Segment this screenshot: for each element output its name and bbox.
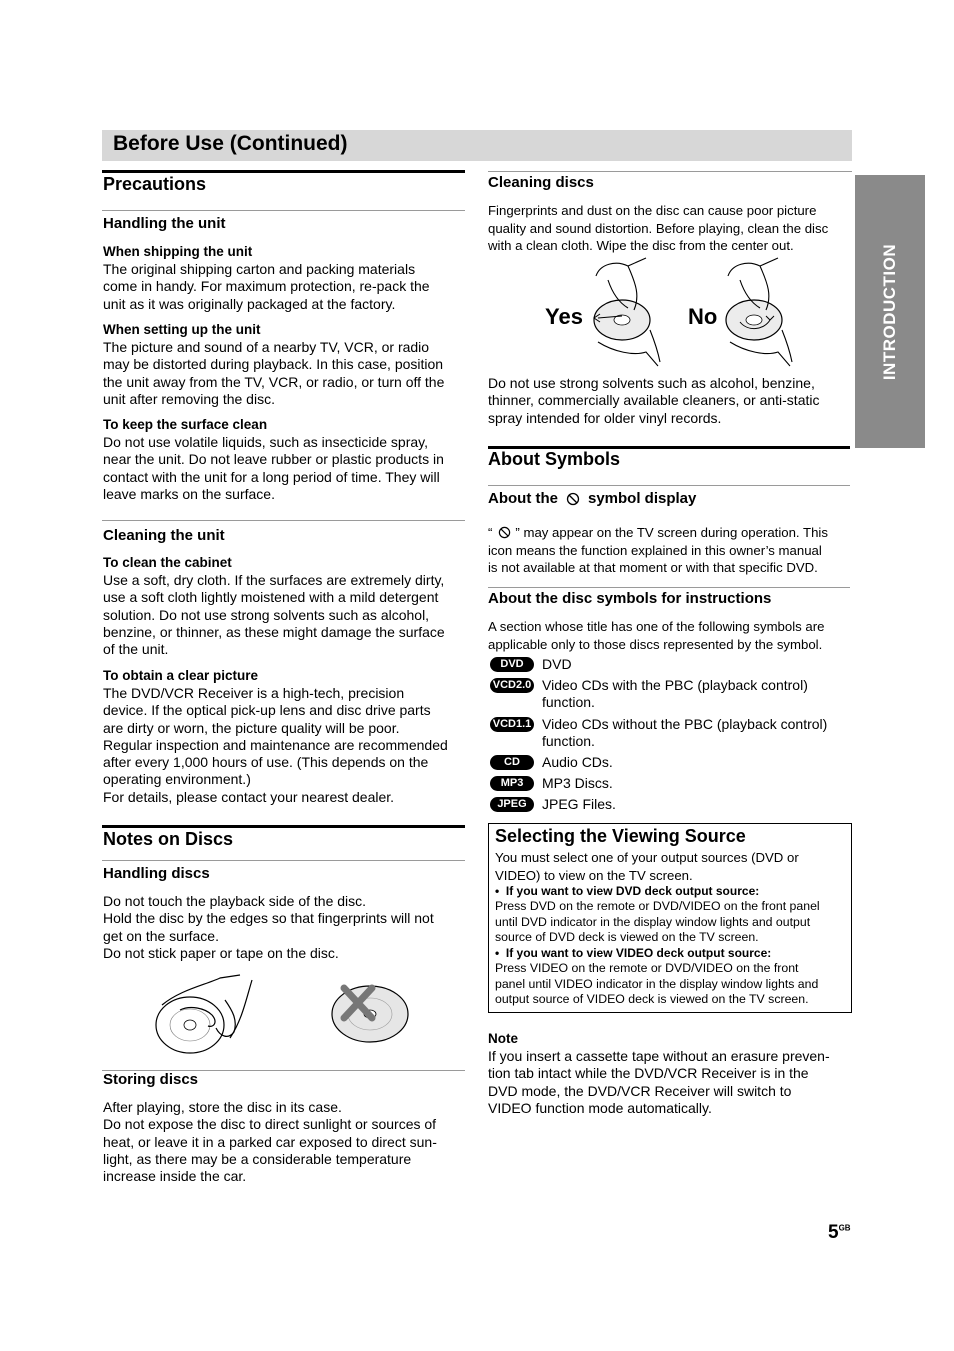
yes-label: Yes xyxy=(545,304,583,329)
prohibited-icon xyxy=(498,526,511,539)
symbol-row-mp3: MP3 MP3 Discs. xyxy=(488,775,848,795)
yes-cleaning-illustration xyxy=(588,256,668,368)
page-title: Before Use (Continued) xyxy=(113,132,348,155)
symbol-row-dvd: DVD DVD xyxy=(488,656,848,676)
cleaning-unit-heading: Cleaning the unit xyxy=(103,527,225,544)
vcd11-badge: VCD1.1 xyxy=(490,717,534,732)
subsection-rule xyxy=(102,860,465,861)
subsection-rule xyxy=(488,171,852,172)
title-bar xyxy=(102,130,852,161)
picture-heading: To obtain a clear picture xyxy=(103,668,259,683)
surface-heading: To keep the surface clean xyxy=(103,417,268,432)
bullet-dvd-heading: • If you want to view DVD deck output source: xyxy=(495,884,760,898)
storing-discs-text: After playing, store the disc in its case. Do not expose the disc to direct sunlight or sources of heat, or leave it in a parked car exposed to direct sun- light, as there may be a considerable temperature increase inside the car. xyxy=(103,1099,437,1185)
disc-handling-illustration xyxy=(150,970,430,1060)
viewing-source-box xyxy=(488,823,852,1013)
symbol-display-text: “ ” may appear on the TV screen during operation. This icon means the function explained in this owner’s manual is not available at that moment or with that specific DVD. xyxy=(488,525,828,575)
no-cleaning-illustration xyxy=(720,256,800,368)
surface-text: Do not use volatile liquids, such as insecticide spray, near the unit. Do not leave rubber or plastic products in contact with the unit for a long period of time. They will leave marks on the surface. xyxy=(103,434,444,502)
section-rule xyxy=(102,170,465,173)
cd-badge: CD xyxy=(490,755,534,770)
bullet-video-heading: • If you want to view VIDEO deck output source: xyxy=(495,946,772,960)
cleaning-discs-heading: Cleaning discs xyxy=(488,174,594,191)
note-text: If you insert a cassette tape without an erasure preven- tion tab intact while the DVD/VCR Receiver is in the DVD mode, the DVD/VCR Receiver will switch to VIDEO function mode automatically. xyxy=(488,1048,830,1116)
handling-unit-heading: Handling the unit xyxy=(103,215,226,232)
symbol-row-cd: CD Audio CDs. xyxy=(488,754,848,774)
notes-discs-heading: Notes on Discs xyxy=(103,829,234,849)
symbol-display-heading: About the symbol display xyxy=(488,490,697,507)
subsection-rule xyxy=(102,520,465,521)
symbol-row-vcd20: VCD2.0 Video CDs with the PBC (playback control) function. xyxy=(488,677,848,697)
page-number: $5^{GB}$ xyxy=(828,1222,851,1243)
dvd-badge: DVD xyxy=(490,657,534,672)
jpeg-badge: JPEG xyxy=(490,797,534,812)
picture-text: The DVD/VCR Receiver is a high-tech, precision device. If the optical pick-up lens and disc drive parts are dirty or worn, the picture quality will be poor. Regular inspection and maintenance are recommended after every 1,000 hours of use. (This depends on the operating environment.) For details, please contact your nearest dealer. xyxy=(103,685,448,805)
setting-heading: When setting up the unit xyxy=(103,322,261,337)
shipping-text: The original shipping carton and packing materials come in handy. For maximum protection, re-pack the unit as it was originally packaged at the factory. xyxy=(103,261,430,312)
subsection-rule xyxy=(488,587,850,588)
side-tab xyxy=(855,175,925,448)
shipping-heading: When shipping the unit xyxy=(103,244,253,259)
storing-discs-heading: Storing discs xyxy=(103,1071,199,1088)
setting-text: The picture and sound of a nearby TV, VCR, or radio may be distorted during playback. In this case, position the unit away from the TV, VCR, or radio, or turn off the unit after removing the disc. xyxy=(103,339,445,407)
cabinet-text: Use a soft, dry cloth. If the surfaces are extremely dirty, use a soft cloth lightly moistened with a mild detergent solution. Do not use strong solvents such as alcohol, benzine, or thinner, as these might damage the surface of the unit. xyxy=(103,572,445,658)
handling-discs-text: Do not touch the playback side of the disc. Hold the disc by the edges so that fingerprints will not get on the surface. Do not stick paper or tape on the disc. xyxy=(103,893,434,961)
solvents-text: Do not use strong solvents such as alcohol, benzine, thinner, commercially available cleaners, or anti-static spray intended for older vinyl records. xyxy=(488,375,820,426)
disc-symbols-text: A section whose title has one of the following symbols are applicable only to those discs represented by the symbol. xyxy=(488,619,825,652)
mp3-badge: MP3 xyxy=(490,776,534,791)
side-tab-label: INTRODUCTION xyxy=(880,243,899,380)
about-symbols-heading: About Symbols xyxy=(488,449,621,469)
viewing-source-heading: Selecting the Viewing Source xyxy=(495,826,746,846)
subsection-rule xyxy=(488,485,850,486)
section-rule xyxy=(102,825,465,828)
viewing-source-intro: You must select one of your output sources (DVD or VIDEO) to view on the TV screen. xyxy=(495,850,799,883)
no-label: No xyxy=(688,304,718,329)
bullet-dvd-text: Press DVD on the remote or DVD/VIDEO on the front panel until DVD indicator in the display window lights and output source of DVD deck is viewed on the TV screen. xyxy=(495,899,820,945)
bullet-video-text: Press VIDEO on the remote or DVD/VIDEO on the front panel until VIDEO indicator in the display window lights and output source of VIDEO deck is viewed on the TV screen. xyxy=(495,961,819,1007)
prohibited-icon xyxy=(566,492,580,506)
subsection-rule xyxy=(102,210,465,211)
note-heading: Note xyxy=(488,1031,518,1046)
symbol-row-vcd11: VCD1.1 Video CDs without the PBC (playback control) function. xyxy=(488,716,848,736)
vcd20-badge: VCD2.0 xyxy=(490,678,534,693)
handling-discs-heading: Handling discs xyxy=(103,865,210,882)
symbol-row-jpeg: JPEG JPEG Files. xyxy=(488,796,848,816)
cabinet-heading: To clean the cabinet xyxy=(103,555,232,570)
cleaning-discs-text: Fingerprints and dust on the disc can cause poor picture quality and sound distortion. Before playing, clean the disc with a clean cloth. Wipe the disc from the center out. xyxy=(488,203,829,253)
precautions-heading: Precautions xyxy=(103,174,207,194)
disc-symbols-heading: About the disc symbols for instructions xyxy=(488,590,772,607)
